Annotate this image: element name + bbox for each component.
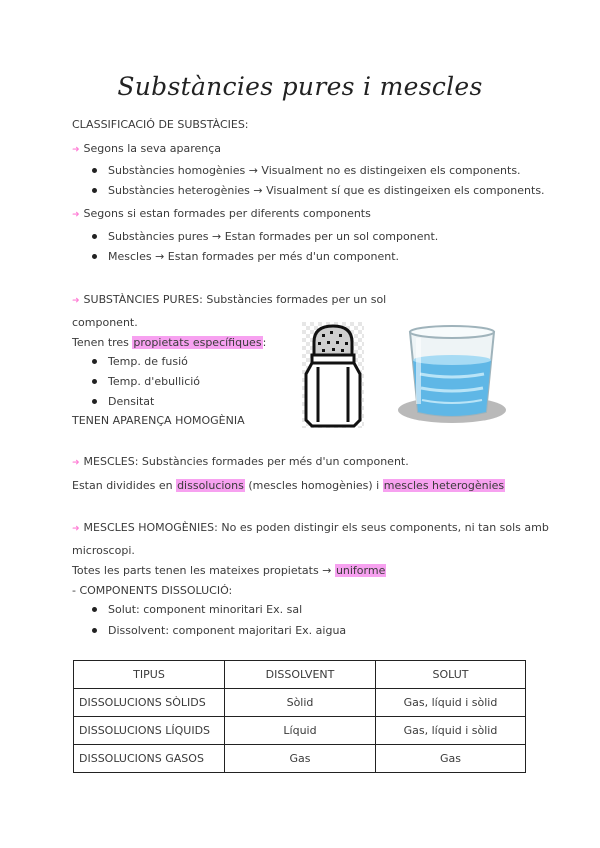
bullet-icon <box>92 379 97 384</box>
table-cell: Gas, líquid i sòlid <box>376 717 526 745</box>
group2-label-line <box>72 207 371 222</box>
highlight-uniforme: uniforme <box>335 564 386 577</box>
bullet-icon <box>92 234 97 239</box>
list-item: Substàncies homogènies → Visualment no es distingeixen els components. <box>108 164 521 177</box>
salt-shaker-image <box>302 322 364 428</box>
homogeneous-definition: MESCLES HOMOGÈNIES: No es poden distingir els seus components, ni tan sols amb <box>83 521 549 534</box>
list-item: Solut: component minoritari Ex. sal <box>108 603 303 616</box>
mixtures-line1 <box>72 455 409 470</box>
homogeneous-line1 <box>72 521 549 536</box>
mixtures-middle: (mescles homogènies) i <box>244 479 383 492</box>
bullet-icon <box>92 168 97 173</box>
table-row <box>74 717 526 745</box>
table-header-cell: TIPUS <box>74 661 225 689</box>
bullet-icon <box>92 607 97 612</box>
mixtures-line2 <box>72 479 505 493</box>
highlight-heterogeneous: mescles heterogènies <box>383 479 505 492</box>
classification-heading: CLASSIFICACIÓ DE SUBSTÀCIES: <box>72 118 249 131</box>
pure-line2: component. <box>72 316 138 329</box>
table-header-cell: DISSOLVENT <box>225 661 376 689</box>
pure-line1 <box>72 293 386 308</box>
table-cell: Gas <box>225 745 376 773</box>
list-item: Densitat <box>108 395 155 408</box>
highlight-dissolucions: dissolucions <box>177 479 244 492</box>
table-cell: Sòlid <box>225 689 376 717</box>
homogeneous-line3 <box>72 564 386 578</box>
bullet-icon <box>92 188 97 193</box>
list-item: Temp. de fusió <box>108 355 188 368</box>
table-header-row <box>74 661 526 689</box>
components-heading: - COMPONENTS DISSOLUCIÓ: <box>72 584 233 597</box>
list-item: Substàncies pures → Estan formades per un sol component. <box>108 230 439 243</box>
group2-label: Segons si estan formades per diferents components <box>83 207 371 220</box>
props-suffix: : <box>262 336 267 349</box>
list-item: Substàncies heterogènies → Visualment sí que es distingeixen els components. <box>108 184 545 197</box>
table-cell: Gas <box>376 745 526 773</box>
props-highlight: propietats específiques <box>133 336 262 349</box>
page-title: Substàncies pures i mescles <box>117 72 483 101</box>
table-cell: Líquid <box>225 717 376 745</box>
table-cell: DISSOLUCIONS LÍQUIDS <box>74 717 225 745</box>
table-cell: DISSOLUCIONS GASOS <box>74 745 225 773</box>
table-header-cell: SOLUT <box>376 661 526 689</box>
bullet-icon <box>92 254 97 259</box>
arrow-icon: ➜ <box>72 210 80 220</box>
mixtures-prefix: Estan dividides en <box>72 479 177 492</box>
homogeneous-line2: microscopi. <box>72 544 135 557</box>
list-item: Temp. d'ebullició <box>108 375 201 388</box>
solutions-table <box>73 660 526 773</box>
list-item: Mescles → Estan formades per més d'un component. <box>108 250 400 263</box>
group1-label-line <box>72 142 221 157</box>
table-cell: Gas, líquid i sòlid <box>376 689 526 717</box>
arrow-icon: ➜ <box>72 296 80 306</box>
props-line <box>72 336 266 350</box>
mixtures-definition: MESCLES: Substàncies formades per més d'un component. <box>83 455 409 468</box>
group1-label: Segons la seva aparença <box>83 142 222 155</box>
table-row <box>74 689 526 717</box>
bullet-icon <box>92 628 97 633</box>
water-glass-image <box>396 322 506 424</box>
list-item: Dissolvent: component majoritari Ex. aigua <box>108 624 347 637</box>
props-prefix: Tenen tres <box>72 336 133 349</box>
appearance-note: TENEN APARENÇA HOMOGÈNIA <box>72 414 245 427</box>
arrow-icon: ➜ <box>72 458 80 468</box>
table-row <box>74 745 526 773</box>
bullet-icon <box>92 359 97 364</box>
table-cell: DISSOLUCIONS SÒLIDS <box>74 689 225 717</box>
arrow-icon: ➜ <box>72 524 80 534</box>
arrow-icon: ➜ <box>72 145 80 155</box>
bullet-icon <box>92 399 97 404</box>
uniform-prefix: Totes les parts tenen les mateixes propietats → <box>72 564 335 577</box>
pure-definition: SUBSTÀNCIES PURES: Substàncies formades per un sol <box>83 293 387 306</box>
